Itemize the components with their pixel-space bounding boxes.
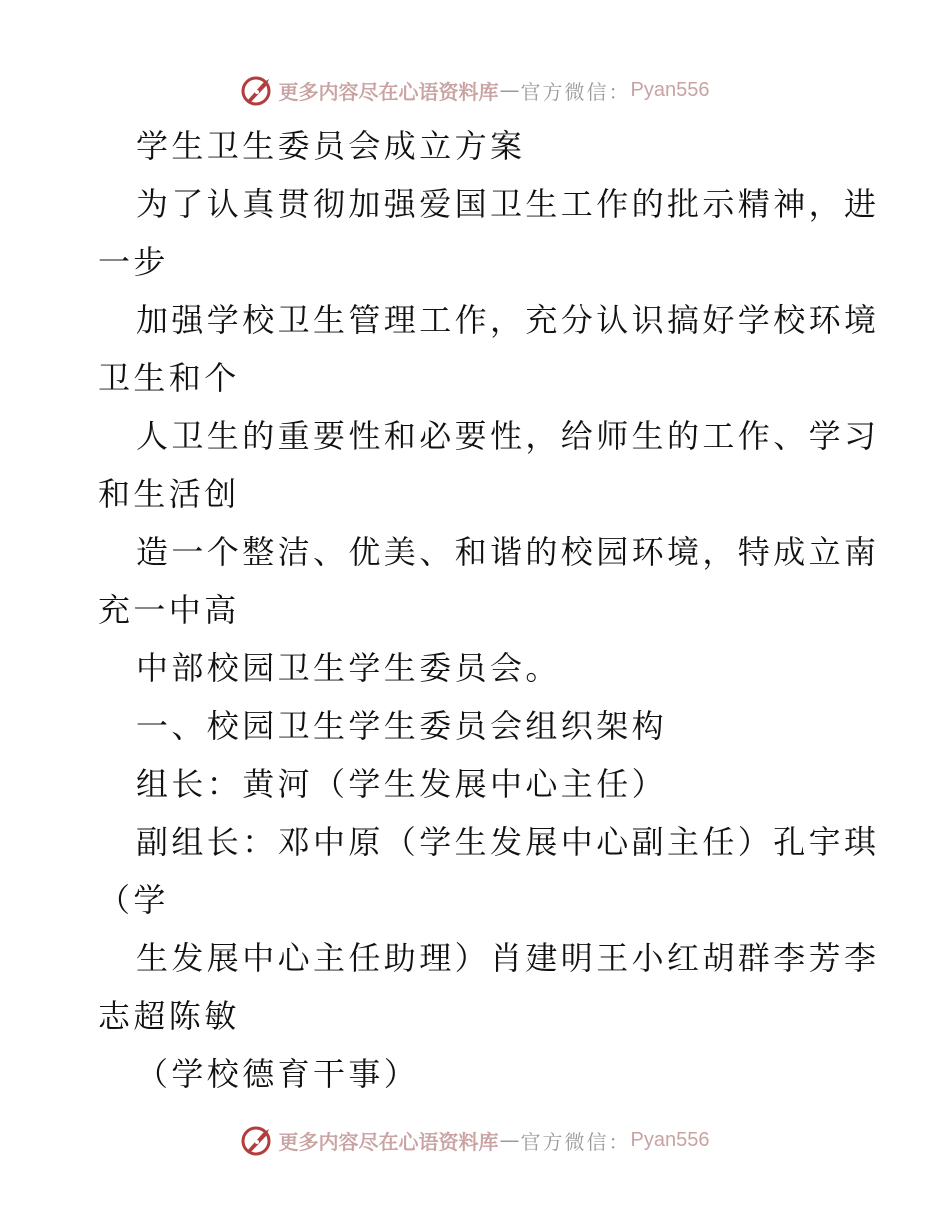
document-line: 中部校园卫生学生委员会。 — [136, 649, 561, 687]
footer-dash: — — [499, 1128, 520, 1152]
document-line: 造一个整洁、优美、和谐的校园环境，特成立南 — [136, 533, 880, 571]
pen-nib-logo-icon — [241, 73, 275, 107]
header-official-label: 官方微信： — [520, 79, 631, 104]
footer-banner — [0, 1120, 950, 1160]
document-line: 加强学校卫生管理工作，充分认识搞好学校环境 — [136, 301, 880, 339]
document-line: 一、校园卫生学生委员会组织架构 — [136, 707, 668, 745]
document-line: 和生活创 — [98, 475, 240, 513]
document-line: 副组长：邓中原（学生发展中心副主任）孔宇琪 — [136, 823, 880, 861]
document-line: 人卫生的重要性和必要性，给师生的工作、学习 — [136, 417, 880, 455]
document-line: 志超陈敏 — [98, 997, 240, 1035]
document-line: 充一中高 — [98, 591, 240, 629]
header-dash: — — [499, 78, 520, 102]
document-line: 组长：黄河（学生发展中心主任） — [136, 765, 668, 803]
document-line: 一步 — [98, 243, 169, 281]
document-line: 卫生和个 — [98, 359, 240, 397]
document-line: （学校德育干事） — [136, 1055, 420, 1093]
document-line: （学 — [98, 881, 169, 919]
document-line: 学生卫生委员会成立方案 — [136, 127, 526, 165]
footer-wechat-id: Pyan556 — [630, 1128, 710, 1151]
pen-nib-logo-icon — [241, 1123, 275, 1157]
document-line: 为了认真贯彻加强爱国卫生工作的批示精神，进 — [136, 185, 880, 223]
footer-site-text: 更多内容尽在心语资料库 — [278, 1129, 499, 1154]
document-body — [98, 117, 880, 1103]
document-line: 生发展中心主任助理）肖建明王小红胡群李芳李 — [136, 939, 880, 977]
header-banner — [0, 70, 950, 110]
header-wechat-id: Pyan556 — [630, 78, 710, 101]
header-site-text: 更多内容尽在心语资料库 — [278, 79, 499, 104]
footer-official-label: 官方微信： — [520, 1129, 631, 1154]
